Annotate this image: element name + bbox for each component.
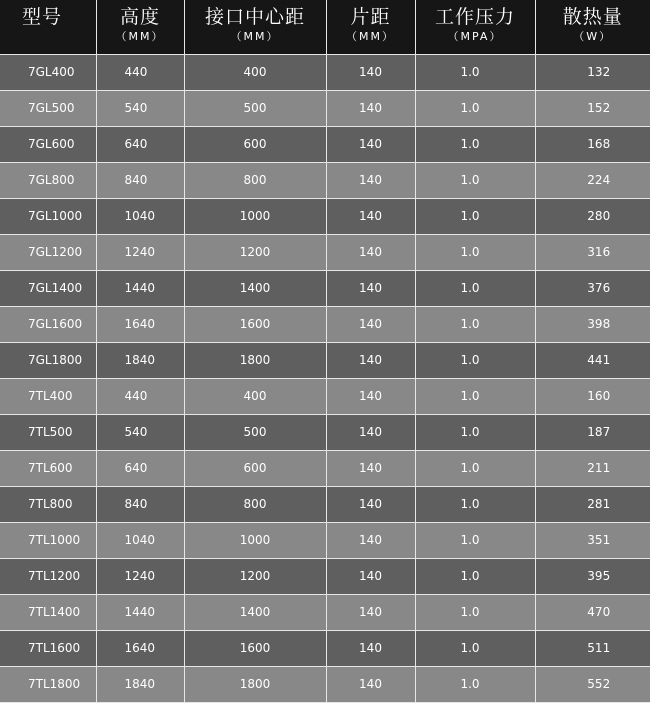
cell-fin-spacing: 140	[326, 198, 415, 234]
cell-heat-output: 552	[535, 666, 650, 702]
cell-center-distance: 1400	[184, 594, 326, 630]
cell-heat-output: 187	[535, 414, 650, 450]
cell-center-distance: 400	[184, 54, 326, 90]
header-title: 散热量	[536, 6, 650, 28]
cell-height: 840	[96, 162, 184, 198]
table-row	[0, 558, 650, 594]
cell-center-distance: 1400	[184, 270, 326, 306]
cell-fin-spacing: 140	[326, 126, 415, 162]
cell-center-distance: 800	[184, 486, 326, 522]
header-fin-spacing	[326, 0, 415, 54]
cell-height: 1640	[96, 306, 184, 342]
header-unit: （MM）	[97, 30, 184, 44]
table-row	[0, 414, 650, 450]
cell-working-pressure: 1.0	[415, 306, 535, 342]
cell-working-pressure: 1.0	[415, 522, 535, 558]
cell-fin-spacing: 140	[326, 270, 415, 306]
cell-fin-spacing: 140	[326, 234, 415, 270]
cell-center-distance: 800	[184, 162, 326, 198]
table-row	[0, 450, 650, 486]
cell-heat-output: 211	[535, 450, 650, 486]
cell-heat-output: 132	[535, 54, 650, 90]
cell-height: 840	[96, 486, 184, 522]
cell-center-distance: 500	[184, 414, 326, 450]
header-heat-output	[535, 0, 650, 54]
cell-height: 1840	[96, 666, 184, 702]
cell-working-pressure: 1.0	[415, 486, 535, 522]
cell-model: 7GL600	[0, 126, 96, 162]
cell-model: 7TL800	[0, 486, 96, 522]
table-row	[0, 594, 650, 630]
cell-height: 440	[96, 378, 184, 414]
cell-heat-output: 398	[535, 306, 650, 342]
cell-fin-spacing: 140	[326, 630, 415, 666]
cell-fin-spacing: 140	[326, 594, 415, 630]
header-title: 片距	[327, 6, 415, 28]
cell-center-distance: 500	[184, 90, 326, 126]
cell-fin-spacing: 140	[326, 486, 415, 522]
table-row	[0, 486, 650, 522]
cell-center-distance: 1600	[184, 306, 326, 342]
cell-fin-spacing: 140	[326, 450, 415, 486]
cell-working-pressure: 1.0	[415, 90, 535, 126]
cell-model: 7GL500	[0, 90, 96, 126]
cell-working-pressure: 1.0	[415, 378, 535, 414]
cell-height: 1040	[96, 198, 184, 234]
cell-height: 1440	[96, 594, 184, 630]
cell-working-pressure: 1.0	[415, 54, 535, 90]
table-row	[0, 162, 650, 198]
table-row	[0, 522, 650, 558]
cell-working-pressure: 1.0	[415, 198, 535, 234]
cell-height: 640	[96, 126, 184, 162]
cell-center-distance: 1800	[184, 342, 326, 378]
table-row	[0, 126, 650, 162]
cell-model: 7TL400	[0, 378, 96, 414]
cell-heat-output: 280	[535, 198, 650, 234]
cell-heat-output: 224	[535, 162, 650, 198]
cell-fin-spacing: 140	[326, 414, 415, 450]
cell-model: 7GL1200	[0, 234, 96, 270]
cell-working-pressure: 1.0	[415, 162, 535, 198]
cell-model: 7GL1400	[0, 270, 96, 306]
cell-center-distance: 1200	[184, 234, 326, 270]
cell-model: 7GL1000	[0, 198, 96, 234]
table-body	[0, 54, 650, 702]
cell-height: 1240	[96, 234, 184, 270]
cell-heat-output: 316	[535, 234, 650, 270]
cell-height: 640	[96, 450, 184, 486]
cell-fin-spacing: 140	[326, 378, 415, 414]
table-row	[0, 378, 650, 414]
cell-model: 7TL600	[0, 450, 96, 486]
table-row	[0, 54, 650, 90]
cell-fin-spacing: 140	[326, 162, 415, 198]
cell-heat-output: 152	[535, 90, 650, 126]
cell-center-distance: 600	[184, 450, 326, 486]
cell-working-pressure: 1.0	[415, 414, 535, 450]
table-row	[0, 666, 650, 702]
cell-center-distance: 1000	[184, 198, 326, 234]
table-row	[0, 630, 650, 666]
cell-model: 7TL1600	[0, 630, 96, 666]
cell-center-distance: 1600	[184, 630, 326, 666]
cell-model: 7GL800	[0, 162, 96, 198]
header-title: 型号	[22, 6, 96, 28]
cell-working-pressure: 1.0	[415, 342, 535, 378]
cell-working-pressure: 1.0	[415, 450, 535, 486]
header-title: 工作压力	[416, 6, 535, 28]
cell-fin-spacing: 140	[326, 522, 415, 558]
cell-working-pressure: 1.0	[415, 126, 535, 162]
table-row	[0, 234, 650, 270]
cell-heat-output: 376	[535, 270, 650, 306]
cell-working-pressure: 1.0	[415, 270, 535, 306]
cell-height: 1840	[96, 342, 184, 378]
cell-fin-spacing: 140	[326, 54, 415, 90]
cell-fin-spacing: 140	[326, 558, 415, 594]
table-header-row	[0, 0, 650, 54]
header-title: 高度	[97, 6, 184, 28]
cell-center-distance: 1200	[184, 558, 326, 594]
cell-center-distance: 1000	[184, 522, 326, 558]
header-unit: （W）	[536, 30, 650, 44]
cell-fin-spacing: 140	[326, 666, 415, 702]
cell-fin-spacing: 140	[326, 306, 415, 342]
cell-working-pressure: 1.0	[415, 558, 535, 594]
cell-center-distance: 600	[184, 126, 326, 162]
table-row	[0, 198, 650, 234]
cell-model: 7TL1000	[0, 522, 96, 558]
cell-heat-output: 160	[535, 378, 650, 414]
header-center-distance	[184, 0, 326, 54]
cell-heat-output: 470	[535, 594, 650, 630]
header-unit: （MM）	[185, 30, 326, 44]
cell-height: 1440	[96, 270, 184, 306]
cell-model: 7GL1800	[0, 342, 96, 378]
header-unit: （MM）	[327, 30, 415, 44]
cell-model: 7TL500	[0, 414, 96, 450]
cell-center-distance: 1800	[184, 666, 326, 702]
cell-height: 1640	[96, 630, 184, 666]
cell-heat-output: 168	[535, 126, 650, 162]
cell-height: 540	[96, 90, 184, 126]
cell-center-distance: 400	[184, 378, 326, 414]
table-row	[0, 342, 650, 378]
header-model	[0, 0, 96, 54]
cell-height: 440	[96, 54, 184, 90]
header-height	[96, 0, 184, 54]
cell-model: 7TL1400	[0, 594, 96, 630]
cell-height: 1240	[96, 558, 184, 594]
cell-heat-output: 281	[535, 486, 650, 522]
cell-fin-spacing: 140	[326, 90, 415, 126]
cell-working-pressure: 1.0	[415, 666, 535, 702]
cell-heat-output: 511	[535, 630, 650, 666]
cell-heat-output: 351	[535, 522, 650, 558]
cell-model: 7TL1800	[0, 666, 96, 702]
cell-working-pressure: 1.0	[415, 594, 535, 630]
table-row	[0, 270, 650, 306]
cell-fin-spacing: 140	[326, 342, 415, 378]
cell-heat-output: 395	[535, 558, 650, 594]
cell-model: 7TL1200	[0, 558, 96, 594]
table-row	[0, 90, 650, 126]
cell-height: 1040	[96, 522, 184, 558]
cell-height: 540	[96, 414, 184, 450]
cell-working-pressure: 1.0	[415, 630, 535, 666]
cell-heat-output: 441	[535, 342, 650, 378]
table-row	[0, 306, 650, 342]
header-working-pressure	[415, 0, 535, 54]
header-title: 接口中心距	[185, 6, 326, 28]
header-unit: （MPA）	[416, 30, 535, 44]
cell-model: 7GL1600	[0, 306, 96, 342]
cell-model: 7GL400	[0, 54, 96, 90]
cell-working-pressure: 1.0	[415, 234, 535, 270]
